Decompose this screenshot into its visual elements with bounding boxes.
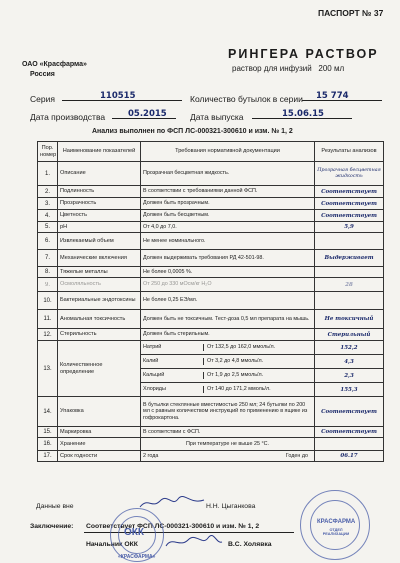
- table-row: [38, 222, 384, 233]
- row-number: 15.: [38, 427, 58, 438]
- row-number: 2.: [38, 186, 58, 198]
- quant-result: 155,3: [315, 383, 384, 397]
- quant-range: От 132,5 до 162,0 ммоль/л.: [203, 344, 314, 350]
- shelf-life-cell: [141, 451, 315, 462]
- table-row: [38, 162, 384, 186]
- drug-name: РИНГЕРА РАСТВОР: [228, 47, 379, 61]
- row-result: Стерильный: [315, 329, 384, 341]
- analyst-name: Н.Н. Цыганкова: [206, 503, 256, 510]
- table-row: [38, 427, 384, 438]
- row-number: 5.: [38, 222, 58, 233]
- quant-ion: Калий: [143, 358, 159, 365]
- row-parameter: Упаковка: [58, 397, 141, 427]
- drug-form: раствор для инфузий 200 мл: [232, 64, 345, 73]
- bottles-value: 15 774: [316, 91, 349, 101]
- row-number: 7.: [38, 250, 58, 267]
- valid-until-label: Годен до: [285, 452, 308, 459]
- row-number: 1.: [38, 162, 58, 186]
- table-row: [38, 186, 384, 198]
- release-label: Дата выпуска: [190, 112, 244, 122]
- manufacture-date: 05.2015: [128, 109, 167, 119]
- quant-result: 152,2: [315, 341, 384, 355]
- row-requirement: В бутылки стеклянные вместимостью 250 мл; 24 бутылки по 200 мл с равным количеством инструкций по применению в ящике из гофрокартона.: [141, 397, 315, 427]
- row-requirement: В соответствии с ФСП.: [141, 427, 315, 438]
- row-number: 6.: [38, 233, 58, 250]
- shelf-life-value: 2 года: [143, 452, 159, 459]
- row-requirement: Должен быть прозрачным.: [141, 198, 315, 210]
- company-name: ОАО «Красфарма»: [22, 61, 87, 68]
- table-row: [38, 397, 384, 427]
- analysis-line: Анализ выполнен по ФСП ЛС-000321-300610 и изм. № 1, 2: [92, 128, 293, 135]
- row-parameter: Цветность: [58, 210, 141, 222]
- table-row: [38, 210, 384, 222]
- row-requirement: Не более 0,25 ЕЭ/мл.: [141, 292, 315, 310]
- passport-number: ПАСПОРТ № 37: [318, 8, 384, 18]
- quant-range: От 3,2 до 4,8 ммоль/л.: [203, 358, 314, 364]
- quant-range: От 1,9 до 2,5 ммоль/л.: [203, 372, 314, 378]
- table-row: [38, 278, 384, 292]
- quant-cell: [141, 383, 315, 397]
- row-number: 16.: [38, 438, 58, 451]
- chief-signature: [164, 532, 224, 550]
- table-header-row: [38, 142, 384, 162]
- chief-label: Начальник ОКК: [86, 541, 138, 548]
- manufacture-label: Дата производства: [30, 112, 106, 122]
- quant-cell: [141, 369, 315, 383]
- quant-ion: Хлориды: [143, 386, 166, 393]
- row-requirement: Не менее номинального.: [141, 233, 315, 250]
- table-row: [38, 233, 384, 250]
- row-result: Не токсичный: [315, 310, 384, 329]
- row-parameter: Механические включения: [58, 250, 141, 267]
- row-requirement: Прозрачная бесцветная жидкость.: [141, 162, 315, 186]
- row-result: Соответствует: [315, 427, 384, 438]
- row-number: 13.: [38, 341, 58, 397]
- col-header-number: Пор. номер: [38, 142, 58, 162]
- table-row: [38, 438, 384, 451]
- sales-stamp-org: КРАСФАРМА: [317, 519, 356, 525]
- row-number: 8.: [38, 267, 58, 278]
- table-row: [38, 310, 384, 329]
- row-result: Соответствует: [315, 210, 384, 222]
- row-parameter: Подлинность: [58, 186, 141, 198]
- table-row: [38, 329, 384, 341]
- table-row: [38, 451, 384, 462]
- row-result: 06.17: [315, 451, 384, 462]
- release-date: 15.06.15: [282, 109, 324, 119]
- row-result: [315, 267, 384, 278]
- sales-stamp-inner-ring: [310, 500, 360, 550]
- bottles-label: Количество бутылок в серии: [190, 94, 303, 104]
- quant-range: От 140 до 171,2 ммоль/л.: [203, 386, 314, 392]
- row-requirement: Не более 0,0005 %.: [141, 267, 315, 278]
- table-row: [38, 250, 384, 267]
- table-row: [38, 198, 384, 210]
- series-value: 110515: [100, 91, 136, 101]
- row-parameter: Количественное определение: [58, 341, 141, 397]
- okk-stamp-text: ОКК: [124, 527, 144, 538]
- row-parameter: Описание: [58, 162, 141, 186]
- row-result: Прозрачная бесцветная жидкость: [315, 162, 384, 186]
- series-label: Серия: [30, 94, 55, 104]
- quant-cell: [141, 341, 315, 355]
- table-row: [38, 267, 384, 278]
- row-requirement: От 250 до 330 мОсм/кг H₂O: [141, 278, 315, 292]
- row-number: 17.: [38, 451, 58, 462]
- row-requirement: В соответствии с требованиями данной ФСП.: [141, 186, 315, 198]
- table-row: [38, 341, 384, 355]
- quant-result: 4,3: [315, 355, 384, 369]
- row-parameter: Хранение: [58, 438, 141, 451]
- row-requirement: От 4,0 до 7,0.: [141, 222, 315, 233]
- row-parameter: Прозрачность: [58, 198, 141, 210]
- row-number: 12.: [38, 329, 58, 341]
- row-result: 5,9: [315, 222, 384, 233]
- col-header-results: Результаты анализов: [315, 142, 384, 162]
- row-result: [315, 292, 384, 310]
- row-requirement: Должен выдерживать требования РД 42-501-98.: [141, 250, 315, 267]
- row-number: 4.: [38, 210, 58, 222]
- row-parameter: Срок годности: [58, 451, 141, 462]
- row-parameter: Аномальная токсичность: [58, 310, 141, 329]
- row-parameter: Маркировка: [58, 427, 141, 438]
- row-number: 9.: [38, 278, 58, 292]
- col-header-parameter: Наименование показателей: [58, 142, 141, 162]
- row-requirement: Должен быть не токсичным. Тест-доза 0,5 мл препарата на мышь.: [141, 310, 315, 329]
- row-number: 10.: [38, 292, 58, 310]
- row-number: 3.: [38, 198, 58, 210]
- table-row: [38, 292, 384, 310]
- conclusion-text: Соответствует ФСП ЛС-000321-300610 и изм. № 1, 2: [86, 523, 260, 530]
- company-country: Россия: [30, 71, 55, 78]
- quant-ion: Натрий: [143, 344, 162, 351]
- col-header-requirements: Требования нормативной документации: [141, 142, 315, 162]
- conclusion-label: Заключение:: [30, 523, 74, 530]
- row-result: Соответствует: [315, 186, 384, 198]
- row-result: Выдерживает: [315, 250, 384, 267]
- row-result: 28: [315, 278, 384, 292]
- data-label: Данные вне: [36, 503, 74, 510]
- quant-ion: Кальций: [143, 372, 165, 379]
- chief-name: В.С. Холявка: [228, 541, 272, 548]
- row-requirement: Должен быть стерильным.: [141, 329, 315, 341]
- row-number: 11.: [38, 310, 58, 329]
- quant-result: 2,3: [315, 369, 384, 383]
- row-parameter: Осмоляльность: [58, 278, 141, 292]
- analysis-table: [37, 141, 384, 462]
- row-parameter: Стерильность: [58, 329, 141, 341]
- row-result: [315, 438, 384, 451]
- row-result: [315, 233, 384, 250]
- row-parameter: pH: [58, 222, 141, 233]
- row-result: Соответствует: [315, 397, 384, 427]
- row-parameter: Тяжелые металлы: [58, 267, 141, 278]
- row-requirement: При температуре не выше 25 °С.: [141, 438, 315, 451]
- row-requirement: Должен быть бесцветным.: [141, 210, 315, 222]
- analyst-signature: [138, 495, 208, 511]
- sales-stamp-dept: ОТДЕЛ РЕАЛИЗАЦИИ: [322, 528, 350, 537]
- row-result: Соответствует: [315, 198, 384, 210]
- row-parameter: Извлекаемый объем: [58, 233, 141, 250]
- quant-cell: [141, 355, 315, 369]
- row-number: 14.: [38, 397, 58, 427]
- okk-stamp-org: «КРАСФАРМА»: [118, 554, 156, 560]
- row-parameter: Бактериальные эндотоксины: [58, 292, 141, 310]
